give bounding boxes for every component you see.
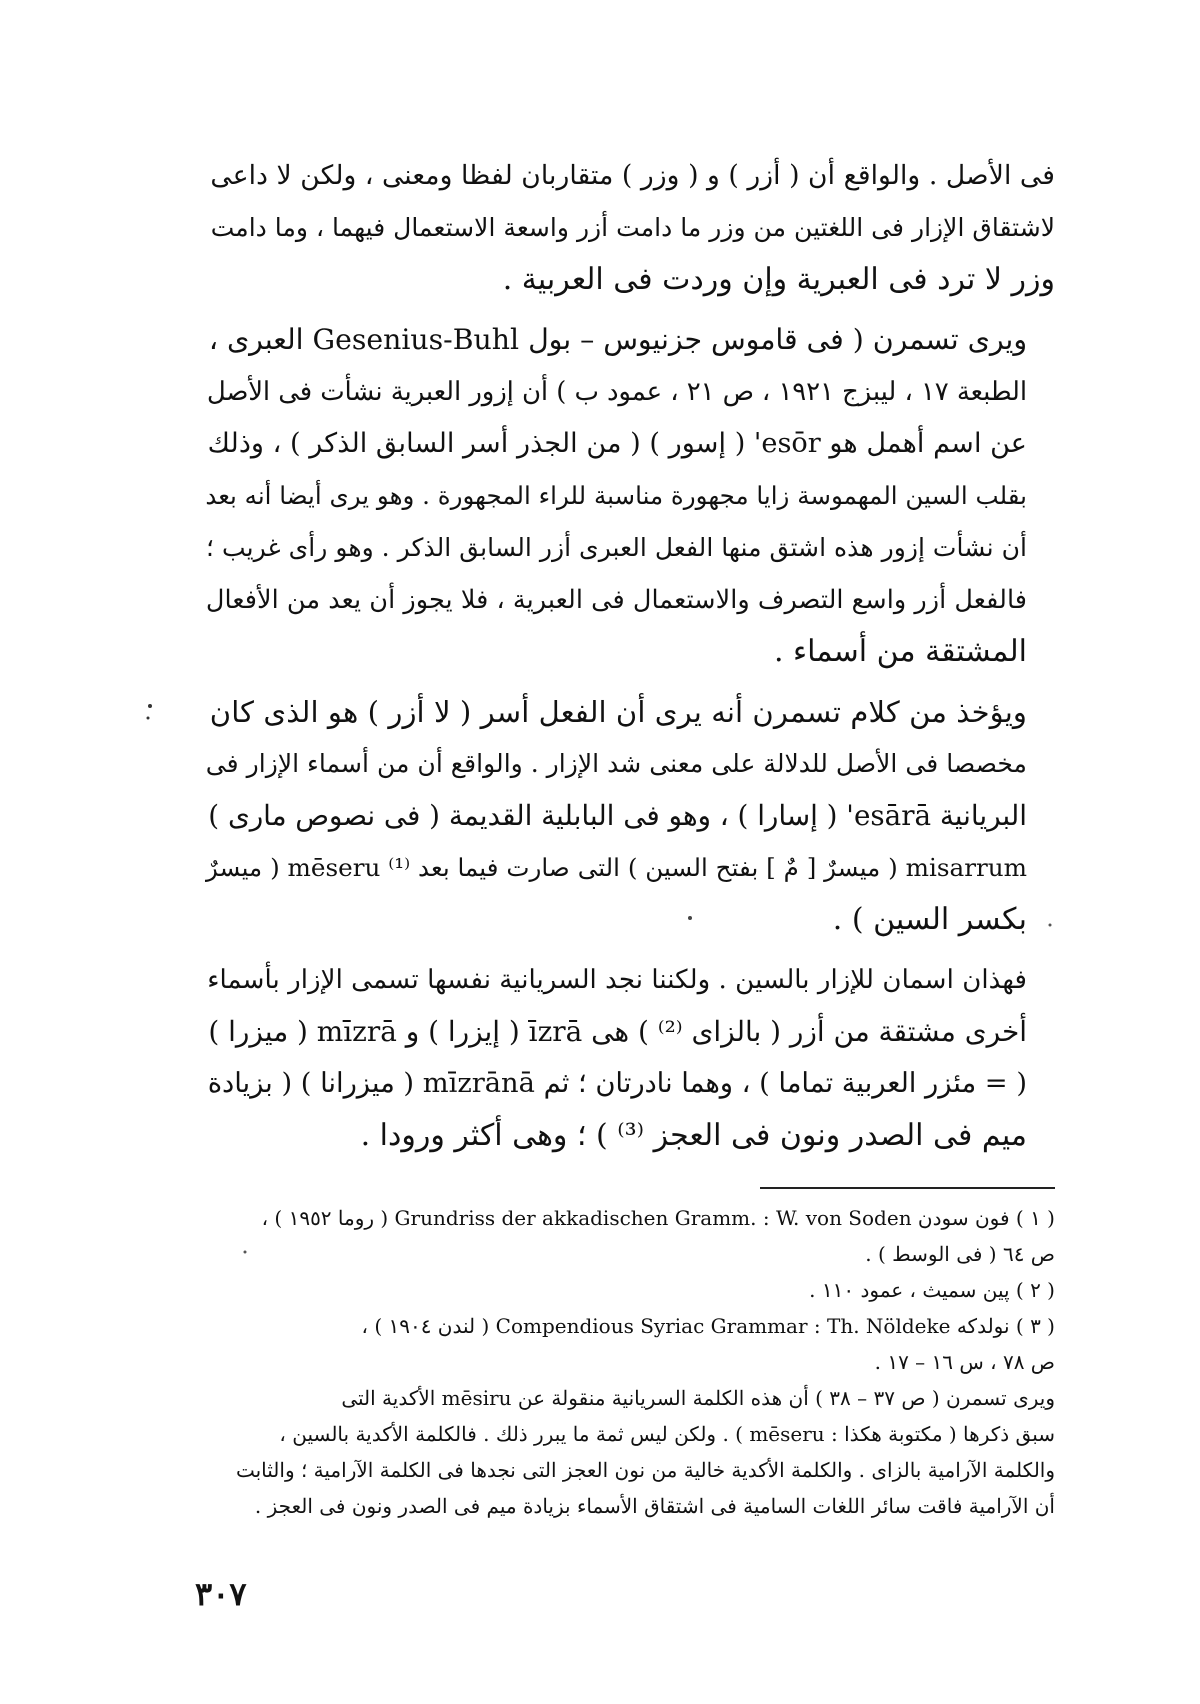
footnote-line: والكلمة الآرامية بالزاى . والكلمة الأكدية خالية من نون العجز التى نجدها فى الكلمة الآرامية ؛ والثابت bbox=[235, 1458, 1055, 1482]
footnote-line: ويرى تسمرن ( ص ٣٧ – ٣٨ ) أن هذه الكلمة السريانية منقولة عن mēsiru الأكدية التى bbox=[341, 1386, 1055, 1410]
paragraph-3 bbox=[205, 686, 1055, 946]
text-line: فالفعل أزر واسع التصرف والاستعمال فى العبرية ، فلا يجوز أن يعد من الأفعال bbox=[205, 585, 1027, 615]
text-line: ويرى تسمرن ( فى قاموس جزنيوس – بول Gesenius-Buhl العبرى ، bbox=[208, 323, 1027, 356]
text-line: المشتقة من أسماء . bbox=[773, 634, 1027, 669]
footnote-separator bbox=[760, 1187, 1055, 1189]
text-line: فى الأصل . والواقع أن ( أزر ) و ( وزر ) متقاربان لفظا ومعنى ، ولكن لا داعى bbox=[210, 160, 1055, 191]
text-line: البريانية esārā' ( إسارا ) ، وهو فى البابلية القديمة ( فى نصوص مارى ) bbox=[208, 799, 1027, 832]
footnote-line: سبق ذكرها ( مكتوبة هكذا : mēseru ) . ولكن ليس ثمة ما يبرر ذلك . فالكلمة الأكدية بالسين ، bbox=[279, 1422, 1055, 1446]
paragraph-4 bbox=[207, 954, 1055, 1162]
text-line: misarrum ( ميسرٌ [ مٌ ] بفتح السين ) التى صارت فيما بعد mēseru ⁽¹⁾ ( ميسرٌ bbox=[206, 853, 1027, 882]
text-line: الطبعة ١٧ ، ليبزج ١٩٢١ ، ص ٢١ ، عمود ب ) أن إزور العبرية نشأت فى الأصل bbox=[206, 377, 1027, 407]
text-line: وزر لا ترد فى العبرية وإن وردت فى العربية . bbox=[502, 262, 1055, 297]
footnote-line: أن الآرامية فاقت سائر اللغات السامية فى اشتقاق الأسماء بزيادة ميم فى الصدر ونون فى العجز . bbox=[254, 1494, 1055, 1518]
text-line: عن اسم أهمل هو esōr' ( إسور ) ( من الجذر أسر السابق الذكر ) ، وذلك bbox=[207, 428, 1027, 459]
text-line: ويؤخذ من كلام تسمرن أنه يرى أن الفعل أسر ( لا أزر ) هو الذى كان bbox=[209, 695, 1027, 729]
footnote-line: ( ١ ) فون سودن Grundriss der akkadischen Gramm. : W. von Soden ( روما ١٩٥٢ ) ، bbox=[261, 1206, 1055, 1230]
footnote-line: ص ٦٤ ( فى الوسط ) . bbox=[865, 1242, 1055, 1266]
text-line: فهذان اسمان للإزار بالسين . ولكننا نجد السريانية نفسها تسمى الإزار بأسماء bbox=[207, 965, 1027, 995]
text-line: بكسر السين ) . bbox=[832, 902, 1027, 937]
text-line: أن نشأت إزور هذه اشتق منها الفعل العبرى أزر السابق الذكر . وهو رأى غريب ؛ bbox=[206, 533, 1027, 562]
page-number: ٣٠٧ bbox=[195, 1575, 247, 1613]
text-line: مخصصا فى الأصل للدلالة على معنى شد الإزار . والواقع أن من أسماء الإزار فى bbox=[205, 749, 1027, 778]
text-line: بقلب السين المهموسة زايا مجهورة مناسبة للراء المجهورة . وهو يرى أيضا أنه بعد bbox=[205, 481, 1027, 510]
text-line: لاشتقاق الإزار فى اللغتين من وزر ما دامت أزر واسعة الاستعمال فيهما ، وما دامت bbox=[210, 213, 1055, 242]
text-line: أخرى مشتقة من أزر ( بالزاى ⁽²⁾ ) هى īzrā ( إيزرا ) و mīzrā ( ميزرا ) bbox=[208, 1015, 1027, 1048]
paragraph-1 bbox=[210, 150, 1055, 306]
footnotes bbox=[205, 1200, 1055, 1524]
footnote-line: ص ٧٨ ، س ١٦ – ١٧ . bbox=[874, 1350, 1055, 1374]
paragraph-2 bbox=[205, 314, 1055, 678]
footnote-line: ( ٢ ) پين سميث ، عمود ١١٠ . bbox=[809, 1278, 1055, 1302]
footnote-line: ( ٣ ) نولدكه Compendious Syriac Grammar : Th. Nöldeke ( لندن ١٩٠٤ ) ، bbox=[361, 1314, 1055, 1338]
text-line: ميم فى الصدر ونون فى العجز ⁽³⁾ ) ؛ وهى أكثر ورودا . bbox=[360, 1118, 1027, 1153]
main-text bbox=[205, 150, 1055, 1170]
text-line: ( = مئزر العربية تماما ) ، وهما نادرتان ؛ ثم mīzrānā ( ميزرانا ) ( بزيادة bbox=[207, 1068, 1027, 1099]
